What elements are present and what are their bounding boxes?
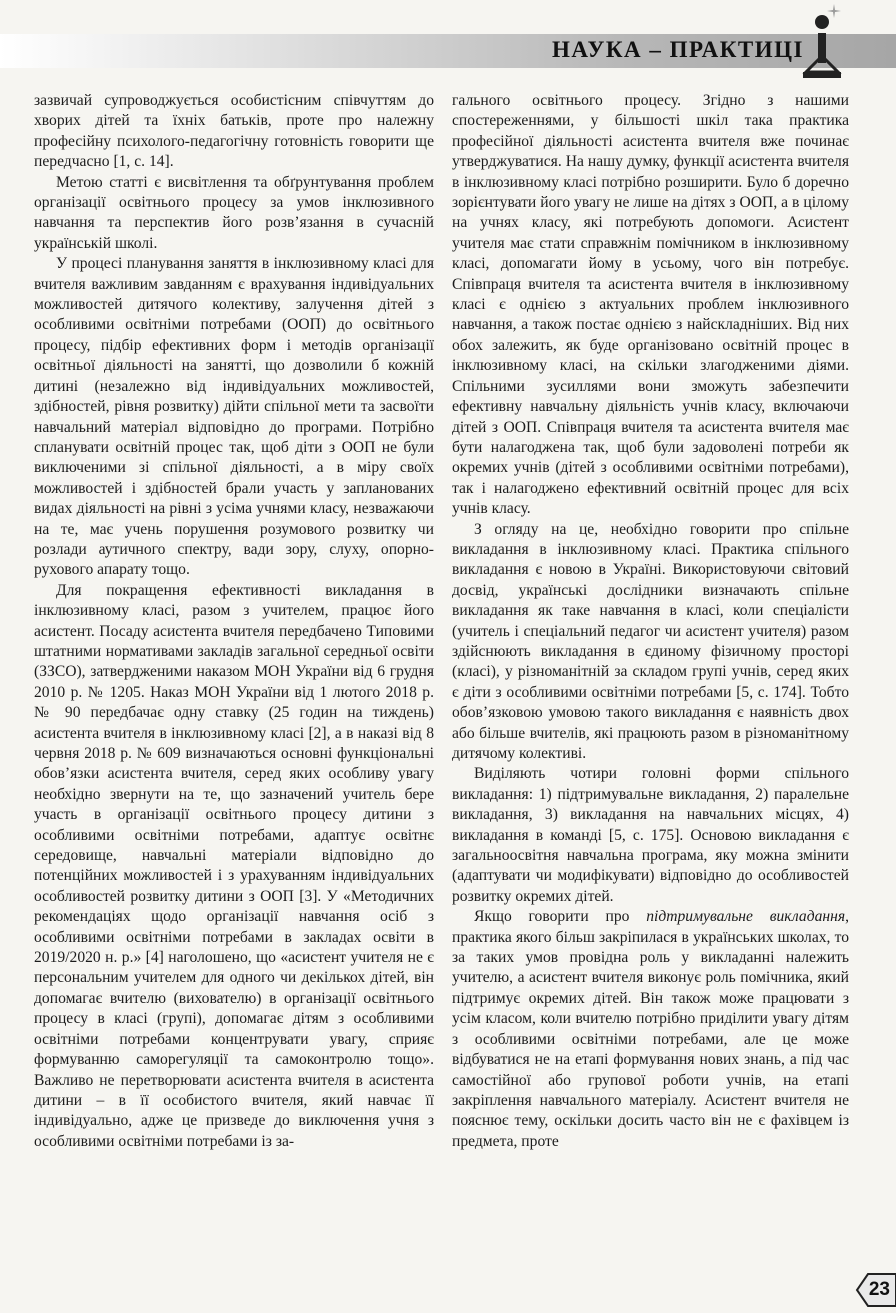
paragraph: Метою статті є висвітлення та обґрунтування проблем організації освітнього процесу за умов інклюзивного навчання та перспектив його розв’язання в сучасній українській школі. <box>34 173 434 252</box>
article-column-right <box>452 91 849 1152</box>
paragraph: Для покращення ефективності викладання в інклюзивному класі, разом з учителем, працює його асистент. Посаду асистента вчителя передбачено Типовими штатними нормативами закладів загальної середньої освіти (ЗЗСО), затвердженими наказом МОН України від 6 грудня 2010 р. № 1205. Наказ МОН України від 1 лютого 2018 р. № 90 передбачає одну ставку (25 годин на тиждень) асистента вчителя в інклюзивному класі [2], а в наказі від 8 червня 2018 р. № 609 визначаються основні функціональні обов’язки асистента вчителя, серед яких особливу увагу необхідно звернути на те, що зазначений учитель бере участь в організації освітнього процесу дитини з особливими освітніми потребами, адаптує освітнє середовище, навчальні матеріали відповідно до потенційних можливостей і з урахуванням індивідуальних особливостей розвитку дитини з ООП [3]. У «Методичних рекомендаціях щодо організації навчання осіб з особливими освітніми потребами в закладах освіти в 2019/2020 н. р.» [4] наголошено, що «асистент учителя не є персональним учителем для одного чи декількох дітей, він допомагає вчителю (вихователю) в організації освітнього процесу в класі (групі), допомагає дітям з особливими освітніми потребами концентрувати увагу, сприяє формуванню саморегуляції та самоконтролю тощо». Важливо не перетворювати асистента вчителя в асистента дитини – в її особистого вчителя, який навчає її індивідуально, адже це призведе до виключення учня з особливими освітніми потребами із за- <box>34 581 434 1150</box>
italic-term: підтримувальне викладання <box>646 908 846 926</box>
paragraph-lead: Якщо говорити про <box>474 908 647 926</box>
paragraph: Виділяють чотири головні форми спільного викладання: 1) підтримувальне викладання, 2) паралельне викладання, 3) викладання на навчальних місцях, 4) викладання в команді [5, с. 175]. Основою викладання є загальноосвітня навчальна програма, яку можна змінити (адаптувати чи модифікувати) відповідно до особливостей розвитку окремих дітей. <box>452 765 849 905</box>
paragraph-rest: , практика якого більш закріпилася в українських школах, то за таких умов провідна роль у викладанні належить учителю, а асистент вчителя виконує роль помічника, який підтримує окремих дітей. Він також може працювати з усім класом, коли вчителю потрібно приділити увагу дітям з особливими освітніми потребами, але це може відбуватися не на етапі формування нових знань, а під час самостійної або групової роботи учнів, на етапі закріплення навчального матеріалу. Асистент вчителя не пояснює тему, оскільки досить часто він не є фахівцем із предмета, проте <box>452 908 850 1150</box>
page-number: 23 <box>868 1279 890 1300</box>
journal-emblem-icon <box>800 2 844 86</box>
paragraph <box>452 907 849 1152</box>
section-title: НАУКА – ПРАКТИЦІ <box>551 37 804 62</box>
article-column-left <box>34 91 434 1152</box>
paragraph: У процесі планування заняття в інклюзивному класі для вчителя важливим завданням є врахування індивідуальних можливостей дитячого колективу, залучення дітей з особливими освітніми потребами (ООП) до освітнього процесу, підбір ефективних форм і методів організації освітньої діяльності на занятті, що дозволили б кожній дитині (незалежно від індивідуальних можливостей, здібностей, рівня розвитку) дійти спільної мети та засвоїти навчальний матеріал відповідно до програми. Потрібно спланувати освітній процес так, щоб діти з ООП не були виключеними зі спільної діяльності, а в міру своїх можливостей і здібностей брали участь у запланованих видах діяльності на рівні з усіма учнями класу, незважаючи на те, має учень порушення розумового розвитку чи розлади аутичного спектру, вади зору, слуху, опорно-рухового апарату тощо. <box>34 255 434 579</box>
paragraph: гального освітнього процесу. Згідно з нашими спостереженнями, у більшості шкіл така практика професійної діяльності асистента вчителя вже починає утверджуватися. На нашу думку, функції асистента вчителя в інклюзивному класі потрібно розширити. Було б доречно зорієнтувати його увагу не лише на дітях з ООП, а в цілому на учнях класу, які потребують допомоги. Асистент учителя має стати справжнім помічником в інклюзивному класі, допомагати йому в усьому, чого він потребує. Співпраця вчителя та асистента вчителя в інклюзивному класі є однією з актуальних проблем інклюзивного навчання, а також постає однією з найскладніших. Від них обох залежить, як буде організовано освітній процес в інклюзивному класі, на скільки злагодженими діями. Спільними зусиллями вони зможуть забезпечити ефективну навчальну діяльність учнів класу, включаючи дітей з ООП. Співпраця вчителя та асистента вчителя має бути налагоджена так, щоб були задоволені потреби як окремих учнів (дітей з особливими освітніми потребами), так і налагоджено ефективний освітній процес для всіх учнів класу. <box>452 92 849 518</box>
paragraph: зазвичай супроводжується особистісним співчуттям до хворих дітей та їхніх батьків, проте про належну професійну психолого-педагогічну готовність говорити ще передчасно [1, с. 14]. <box>34 92 434 171</box>
paragraph: З огляду на це, необхідно говорити про спільне викладання в інклюзивному класі. Практика спільного викладання є новою в Україні. Використовуючи світовий досвід, українські дослідники визначають спільне викладання як таке навчання в класі, коли спеціалісти (учитель і спеціальний педагог чи асистент учителя) разом здійснюють викладання в єдиному фізичному просторі (класі), у різноманітній за складом групі учнів, серед яких є діти з особливими освітніми потребами [5, с. 174]. Тобто обов’язковою умовою такого викладання є наявність двох або більше вчителів, які працюють разом в різноманітному дитячому колективі. <box>452 520 849 762</box>
